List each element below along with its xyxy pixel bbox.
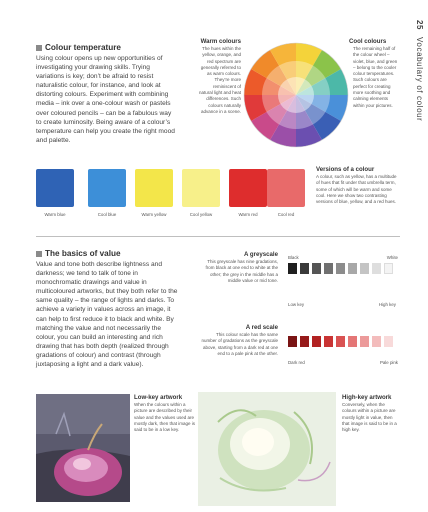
swatch-label: Warm yellow — [141, 212, 167, 217]
swatch-warm-blue — [36, 169, 74, 207]
greyscale-black-label: Black — [288, 255, 299, 260]
lowkey-body: When the colours within a picture are described by their value and the values used are mostly dark, then that image is said to be in a low key. — [134, 402, 196, 433]
swatch-label: Warm red — [238, 212, 258, 217]
running-head — [415, 20, 424, 121]
greyscale-body: This greyscale has nine gradations, from black at one end to white at the other; the grey in the middle has a middle value or mid tone. — [205, 259, 278, 283]
greyscale-low-key-label: Low key — [288, 302, 305, 307]
highkey-heading: High-key artwork — [342, 394, 392, 401]
redscale-cell — [372, 336, 381, 347]
redscale-cell — [348, 336, 357, 347]
swatch-label: Cool red — [277, 212, 295, 217]
versions-heading: Versions of a colour — [316, 166, 375, 173]
greyscale-cell — [360, 263, 369, 274]
greyscale-cell — [336, 263, 345, 274]
lowkey-block — [134, 394, 196, 433]
swatch-warm-red — [229, 169, 267, 207]
greyscale-cell — [300, 263, 309, 274]
versions-block — [316, 166, 400, 205]
greyscale-heading: A greyscale — [244, 251, 278, 258]
lowkey-heading: Low-key artwork — [134, 394, 183, 401]
swatch-cool-yellow — [182, 169, 220, 207]
section-divider — [36, 236, 400, 237]
swatch-cool-blue — [88, 169, 126, 207]
greyscale-cell — [372, 263, 381, 274]
greyscale-cell — [324, 263, 333, 274]
high-key-artwork-image — [198, 392, 336, 506]
colour-wheel-segments — [244, 43, 348, 147]
redscale-dark-label: Dark red — [288, 360, 305, 365]
redscale-cell — [288, 336, 297, 347]
highkey-body: Conversely, when the colours within a picture are mostly light in value, then that image is said to be in a high key. — [342, 402, 397, 433]
colour-wheel — [243, 42, 349, 148]
redscale-cell — [360, 336, 369, 347]
redscale-block — [200, 324, 278, 357]
swatch-warm-yellow — [135, 169, 173, 207]
heading-square-icon — [36, 251, 42, 257]
redscale-cell — [384, 336, 393, 347]
swatch-label: Cool yellow — [189, 212, 213, 217]
low-key-artwork-image — [36, 394, 130, 502]
section-title: Vocabulary of colour — [415, 36, 424, 122]
swatch-label: Cool blue — [97, 212, 117, 217]
greyscale-white-label: White — [386, 255, 398, 260]
greyscale-cell — [312, 263, 321, 274]
versions-body: A colour, such as yellow, has a multitude of hues that fit under that umbrella term, some of which will be warm and some cool. Here we show two contrasting versions of blue, yellow, and a red hues. — [316, 174, 397, 205]
swatch-cool-red — [267, 169, 305, 207]
greyscale-cell — [348, 263, 357, 274]
greyscale-block — [200, 251, 278, 284]
value-heading: The basics of value — [36, 249, 121, 259]
warm-heading: Warm colours — [200, 38, 241, 45]
heading-square-icon — [36, 45, 42, 51]
highkey-block — [342, 394, 400, 433]
warm-body: The hues within the yellow, orange, and red spectrum are generally referred to as warm colours. They’re more reminiscent of natural light and heat differences. Such colours naturally advance in a scene. — [198, 46, 241, 114]
redscale-cell — [312, 336, 321, 347]
redscale-cell — [324, 336, 333, 347]
temperature-heading: Colour temperature — [36, 43, 121, 53]
redscale-cell — [300, 336, 309, 347]
cool-heading: Cool colours — [349, 38, 387, 45]
redscale-body: This colour scale has the same number of gradations as the greyscale above, starting from a dark red at one end to a pale pink at the other. — [201, 332, 278, 356]
redscale-cell — [336, 336, 345, 347]
value-body: Value and tone both describe lightness and darkness; we tend to talk of tone in monochromatic drawings and value in multicoloured artworks, but they both refer to the same quality – the range of lights and darks. To achieve a variety in values across an image, it can help to first reduce it to black and white. By matching the value and not necessarily the colour, you can build an interesting and rich drawing that has both depth (realized through gradations of colour) and contrast (through juxtaposing a light and a dark value). — [36, 261, 178, 369]
temperature-body: Using colour opens up new opportunities of investigating your drawing skills. Trying variations is key; don’t be afraid to resist naturalistic colour, for instance, and look at distorting colours. Experiment with combining media – ink over a one-colour wash or pastels over coloured pencils – can be a fabulous way to create luminosity. Being aware of a colour’s temperature can help you create the right mood and palette. — [36, 55, 175, 144]
redscale-pale-label: Pale pink — [379, 360, 398, 365]
greyscale-cell — [384, 263, 393, 274]
greyscale-high-key-label: High key — [378, 302, 396, 307]
greyscale-cell — [288, 263, 297, 274]
cool-body: The remaining half of the colour wheel – violet, blue, and green – belong to the cooler colour temperatures. Such colours are perfect for creating more soothing and calming elements within your pictures. — [353, 46, 398, 108]
redscale-heading: A red scale — [245, 324, 278, 331]
page-number: 25 — [415, 20, 424, 31]
cool-block — [349, 38, 399, 109]
swatch-label: Warm blue — [44, 212, 66, 217]
warm-block — [186, 38, 241, 115]
